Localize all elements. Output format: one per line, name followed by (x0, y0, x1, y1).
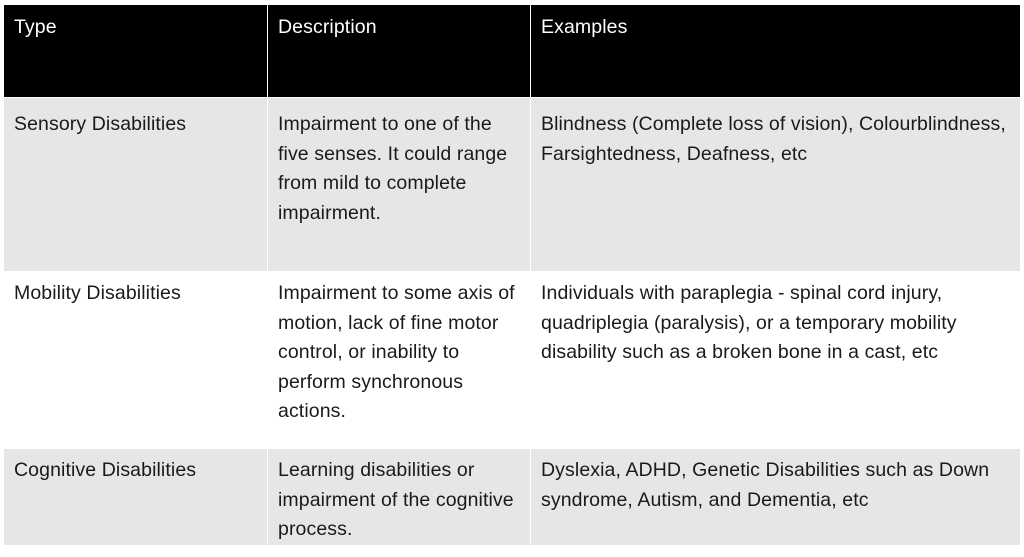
header-examples: Examples (530, 5, 1020, 97)
cell-type: Cognitive Disabilities (4, 449, 267, 545)
cell-examples: Blindness (Complete loss of vision), Colourblindness, Farsightedness, Deafness, etc (530, 98, 1020, 271)
disabilities-table (4, 5, 1020, 545)
header-description: Description (267, 5, 530, 97)
cell-description: Impairment to some axis of motion, lack of fine motor control, or inability to perform synchronous actions. (267, 272, 530, 448)
table-row (4, 272, 1020, 448)
cell-examples: Dyslexia, ADHD, Genetic Disabilities such as Down syndrome, Autism, and Dementia, etc (530, 449, 1020, 545)
table-row (4, 98, 1020, 271)
header-type: Type (4, 5, 267, 97)
table-row (4, 449, 1020, 545)
cell-type: Sensory Disabilities (4, 98, 267, 271)
cell-examples: Individuals with paraplegia - spinal cord injury, quadriplegia (paralysis), or a temporary mobility disability such as a broken bone in a cast, etc (530, 272, 1020, 448)
cell-description: Impairment to one of the five senses. It could range from mild to complete impairment. (267, 98, 530, 271)
cell-description: Learning disabilities or impairment of the cognitive process. (267, 449, 530, 545)
cell-type: Mobility Disabilities (4, 272, 267, 448)
table-header-row (4, 5, 1020, 97)
